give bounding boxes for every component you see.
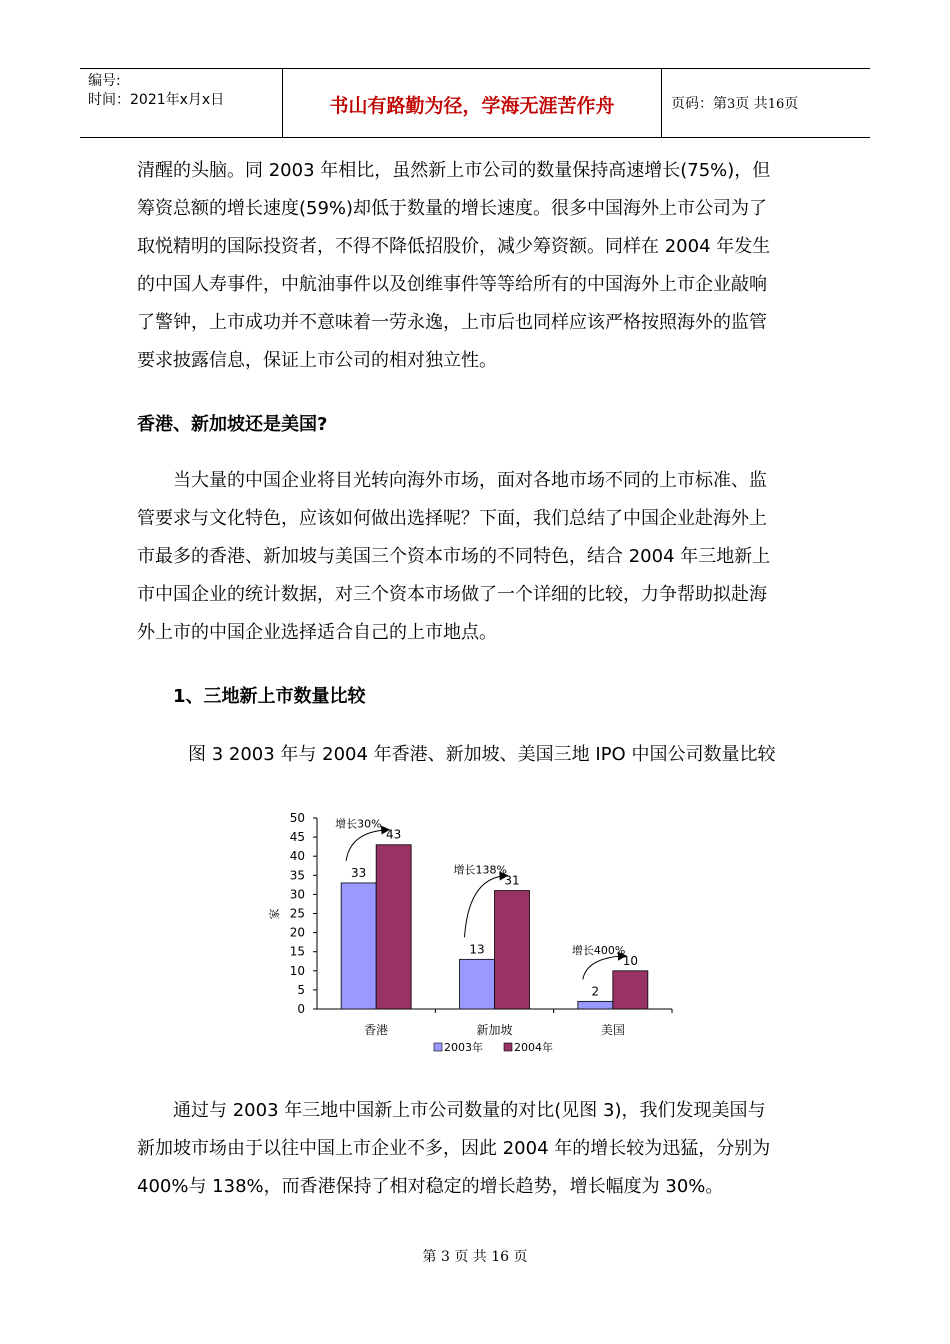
header-info-cell: [80, 69, 282, 137]
paragraph-line: 的中国人寿事件，中航油事件以及创维事件等等给所有的中国海外上市企业敲响: [137, 274, 767, 295]
y-tick-label: 15: [289, 944, 305, 959]
bar-2003年: [578, 1001, 613, 1009]
bar-data-label: 31: [504, 873, 520, 888]
y-tick-label: 45: [289, 830, 305, 845]
section-heading: 香港、新加坡还是美国?: [137, 414, 328, 435]
y-tick-label: 25: [289, 906, 305, 921]
paragraph-line: 管要求与文化特色，应该如何做出选择呢？下面，我们总结了中国企业赴海外上: [137, 508, 767, 529]
paragraph-line: 新加坡市场由于以往中国上市企业不多，因此 2004 年的增长较为迅猛，分别为: [137, 1138, 771, 1159]
bar-data-label: 10: [622, 953, 638, 968]
paragraph-line: 市中国企业的统计数据，对三个资本市场做了一个详细的比较，力争帮助拟赴海: [137, 584, 767, 605]
x-category-label: 美国: [600, 1023, 625, 1037]
paragraph-line: 通过与 2003 年三地中国新上市公司数量的对比(见图 3)，我们发现美国与: [173, 1100, 766, 1121]
growth-annotation: 增长400%: [571, 943, 626, 957]
paragraph-line: 外上市的中国企业选择适合自己的上市地点。: [137, 622, 497, 643]
document-time-label: 时间：2021年x月x日: [88, 92, 225, 108]
growth-annotation: 增长138%: [453, 863, 507, 877]
figure-caption: 图 3 2003 年与 2004 年香港、新加坡、美国三地 IPO 中国公司数量比较: [188, 744, 776, 765]
paragraph-line: 当大量的中国企业将目光转向海外市场，面对各地市场不同的上市标准、监: [173, 470, 767, 491]
footer-mid: 页 共: [454, 1249, 487, 1265]
growth-annotation: 增长30%: [335, 817, 382, 831]
header-motto: 书山有路勤为径，学海无涯苦作舟: [329, 95, 615, 117]
page-code-current: 3: [727, 97, 736, 112]
bar-data-label: 43: [386, 827, 402, 842]
page-footer: [0, 1246, 950, 1266]
header-motto-cell: [282, 69, 662, 137]
page-code-total: 16: [767, 97, 785, 112]
footer-total-pages: 16: [491, 1249, 510, 1265]
bar-data-label: 33: [351, 865, 367, 880]
legend-label: 2004年: [514, 1041, 553, 1054]
y-tick-label: 10: [289, 963, 305, 978]
bar-2004年: [376, 845, 411, 1009]
paragraph-line: 400%与 138%，而香港保持了相对稳定的增长趋势，增长幅度为 30%。: [137, 1176, 724, 1197]
bar-data-label: 13: [469, 942, 485, 957]
subsection-heading: 1、三地新上市数量比较: [173, 686, 366, 707]
footer-suffix: 页: [513, 1249, 528, 1265]
y-tick-label: 0: [297, 1002, 305, 1016]
page-header: [80, 68, 870, 138]
bar-data-label: 2: [591, 984, 600, 999]
footer-prefix: 第: [422, 1249, 437, 1265]
paragraph-line: 筹资总额的增长速度(59%)却低于数量的增长速度。很多中国海外上市公司为了: [137, 198, 768, 219]
paragraph-line: 市最多的香港、新加坡与美国三个资本市场的不同特色，结合 2004 年三地新上: [137, 546, 771, 567]
y-tick-label: 5: [297, 982, 305, 997]
paragraph-3: [137, 1092, 817, 1206]
x-category-label: 新加坡: [476, 1023, 513, 1037]
paragraph-line: 要求披露信息，保证上市公司的相对独立性。: [137, 350, 497, 371]
legend-swatch: [504, 1043, 512, 1051]
header-page-code: [671, 93, 798, 113]
legend-swatch: [434, 1043, 442, 1051]
y-axis-label: 家: [268, 908, 281, 920]
y-tick-label: 40: [289, 849, 305, 864]
footer-current-page: 3: [440, 1249, 450, 1265]
paragraph-1: [137, 152, 817, 380]
bar-2004年: [613, 971, 648, 1009]
document-number-label: 编号:: [88, 73, 121, 89]
legend-label: 2003年: [444, 1041, 483, 1054]
bar-2004年: [495, 891, 530, 1009]
paragraph-line: 了警钟，上市成功并不意味着一劳永逸，上市后也同样应该严格按照海外的监管: [137, 312, 767, 333]
bar-2003年: [460, 959, 495, 1009]
paragraph-2: [137, 462, 817, 652]
header-page-code-cell: [661, 69, 870, 137]
page-code-prefix: 页码：第: [671, 96, 727, 112]
paragraph-line: 清醒的头脑。同 2003 年相比，虽然新上市公司的数量保持高速增长(75%)，但: [137, 160, 771, 181]
paragraph-line: 取悦精明的国际投资者，不得不降低招股价，减少筹资额。同样在 2004 年发生: [137, 236, 771, 257]
y-tick-label: 20: [289, 925, 305, 940]
x-category-label: 香港: [364, 1023, 389, 1037]
bar-chart: [262, 800, 682, 1070]
y-tick-label: 30: [289, 887, 305, 902]
bar-2003年: [341, 883, 376, 1009]
page-code-mid: 页 共: [735, 96, 768, 112]
y-tick-label: 50: [289, 811, 305, 825]
page-code-suffix: 页: [784, 96, 799, 112]
y-tick-label: 35: [289, 868, 305, 883]
